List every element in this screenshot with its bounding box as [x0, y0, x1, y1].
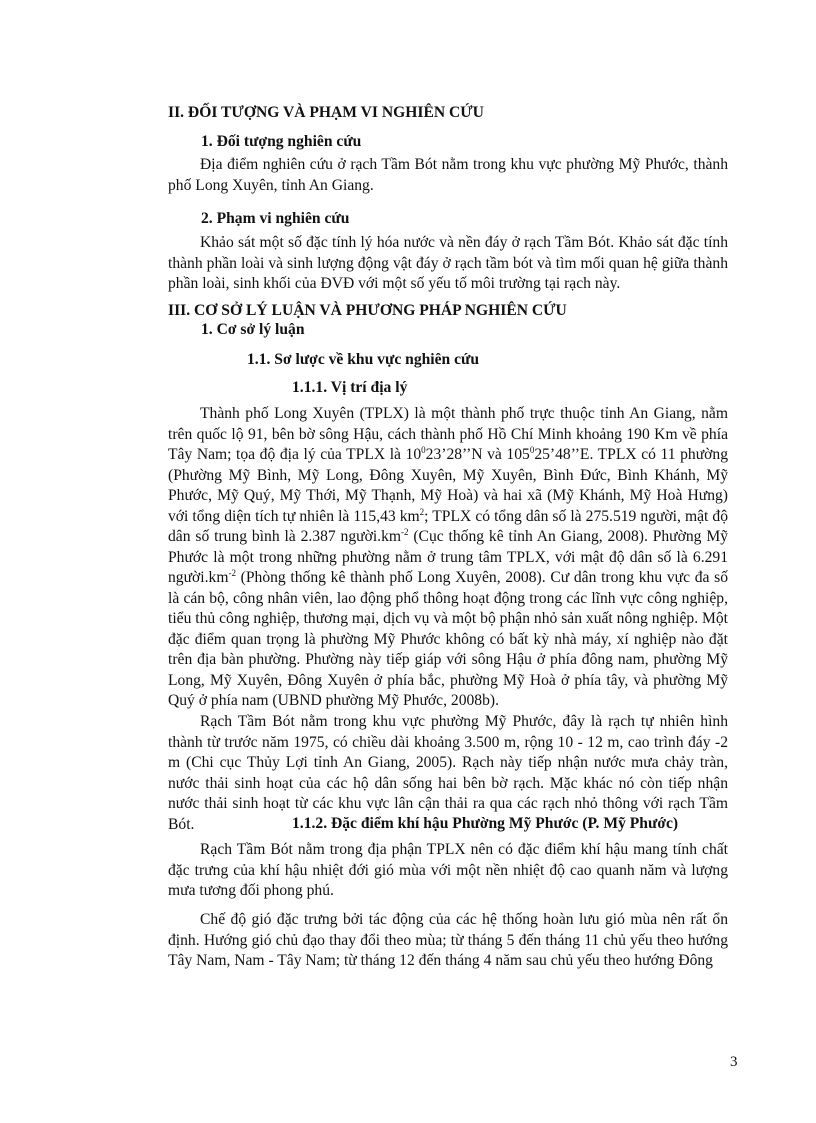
subsection-3-1-heading: 1. Cơ sở lý luận	[201, 321, 305, 338]
subsection-1-paragraph: Địa điểm nghiên cứu ở rạch Tầm Bót nằm trong khu vực phường Mỹ Phước, thành phố Long Xuyên, tỉnh An Giang.	[168, 156, 728, 194]
page-number: 3	[730, 1054, 738, 1070]
subsection-1-heading: 1. Đối tượng nghiên cứu	[201, 133, 362, 150]
wind-paragraph: Chế độ gió đặc trưng bởi tác động của các hệ thống hoàn lưu gió mùa nên rất ổn định. Hướng gió chủ đạo thay đổi theo mùa; từ tháng 5 đến tháng 11 chủ yếu theo hướng Tây Nam, Nam - Tây Nam; từ tháng 12 đến tháng 4 năm sau chủ yếu theo hướng Đông	[168, 911, 728, 969]
subsection-1-1-1-heading: 1.1.1. Vị trí địa lý	[292, 379, 408, 396]
canal-paragraph: Rạch Tầm Bót nằm trong khu vực phường Mỹ Phước, đây là rạch tự nhiên hình thành từ trước năm 1975, có chiều dài khoảng 3.500 m, rộng 10 - 12 m, cao trình đáy -2 m (Chi cục Thủy Lợi tỉnh An Giang, 2005). Rạch này tiếp nhận nước mưa chảy tràn, nước thải sinh hoạt của các hộ dân sống hai bên bờ rạch. Mặc khác nó còn tiếp nhận nước thải sinh hoạt từ các khu vực lân cận thải ra qua các rạch nhỏ thông với rạch Tầm Bót.	[168, 713, 728, 833]
section-2-heading: II. ĐỐI TƯỢNG VÀ PHẠM VI NGHIÊN CỨU	[168, 104, 484, 121]
climate-paragraph: Rạch Tầm Bót nằm trong địa phận TPLX nên có đặc điểm khí hậu mang tính chất đặc trưng của khí hậu nhiệt đới gió mùa với một nền nhiệt độ cao quanh năm và lượng mưa tương đối phong phú.	[168, 841, 728, 899]
subsection-2-paragraph: Khảo sát một số đặc tính lý hóa nước và nền đáy ở rạch Tầm Bót. Khảo sát đặc tính thành phần loài và sinh lượng động vật đáy ở rạch tầm bót và tìm mối quan hệ giữa thành phần loài, sinh khối của ĐVĐ với một số yếu tố môi trường tại rạch này.	[168, 234, 728, 292]
subsection-1-1-heading: 1.1. Sơ lược về khu vực nghiên cứu	[247, 351, 480, 368]
subsection-1-1-2-heading: 1.1.2. Đặc điểm khí hậu Phường Mỹ Phước (P. Mỹ Phước)	[292, 815, 679, 832]
geography-paragraph: Thành phố Long Xuyên (TPLX) là một thành phố trực thuộc tỉnh An Giang, nằm trên quốc lộ 91, bên bờ sông Hậu, cách thành phố Hồ Chí Minh khoảng 190 Km về phía Tây Nam; tọa độ địa lý của TPLX là $10^023’28’’N$ và $105^025’48’’E$. TPLX có 11 phường (Phường Mỹ Bình, Mỹ Long, Đông Xuyên, Mỹ Xuyên, Bình Đức, Bình Khánh, Mỹ Phước, Mỹ Quý, Mỹ Thới, Mỹ Thạnh, Mỹ Hoà) và hai xã (Mỹ Khánh, Mỹ Hoà Hưng) với tổng diện tích tự nhiên là 115,43 $km^2$; TPLX có tổng dân số là 275.519 người, mật độ dân số trung bình là 2.387 $người.km^{-2}$ (Cục thống kê tỉnh An Giang, 2008). Phường Mỹ Phước là một trong những phường nằm ở trung tâm TPLX, với mật độ dân số là 6.291 $người.km^{-2}$ (Phòng thống kê thành phố Long Xuyên, 2008). Cư dân trong khu vực đa số là cán bộ, công nhân viên, lao động phổ thông hoạt động trong các lĩnh vực công nghiệp, tiểu thủ công nghiệp, thương mại, dịch vụ và một bộ phận nhỏ sản xuất nông nghiệp. Một đặc điểm quan trọng là phường Mỹ Phước không có bất kỳ nhà máy, xí nghiệp nào đặt trên địa bàn phường. Phường này tiếp giáp với sông Hậu ở phía đông nam, phường Mỹ Long, Mỹ Xuyên, Đông Xuyên ở phía bắc, phường Mỹ Hoà ở phía tây, và phường Mỹ Quý ở phía nam (UBND phường Mỹ Phước, 2008b).	[168, 405, 728, 709]
subsection-2-heading: 2. Phạm vi nghiên cứu	[201, 210, 350, 227]
section-3-heading: III. CƠ SỞ LÝ LUẬN VÀ PHƯƠNG PHÁP NGHIÊN CỨU	[168, 302, 567, 319]
